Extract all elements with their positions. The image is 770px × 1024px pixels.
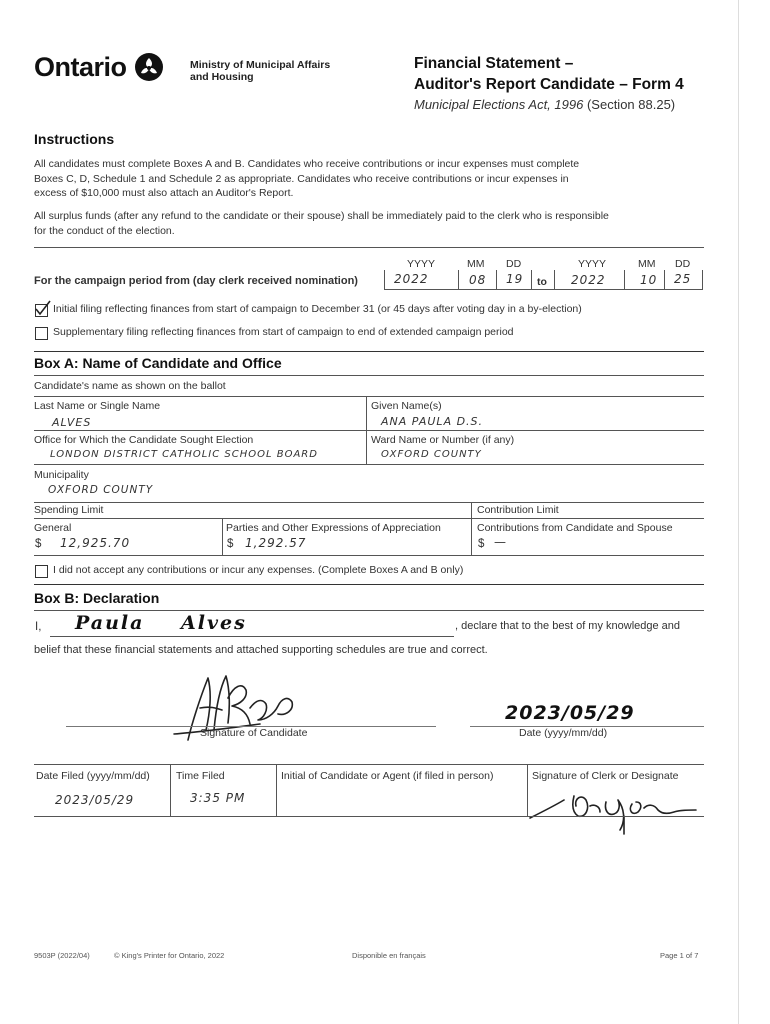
instructions-line: Boxes C, D, Schedule 1 and Schedule 2 as appropriate. Candidates who receive contributions or incur expenses in bbox=[34, 172, 569, 185]
field-border bbox=[384, 289, 702, 290]
divider bbox=[34, 764, 704, 765]
field-border bbox=[664, 270, 665, 290]
belief-text: belief that these financial statements and attached supporting schedules are true and correct. bbox=[34, 644, 488, 656]
box-b-title: Box B: Declaration bbox=[34, 590, 160, 606]
act-name: Municipal Elections Act, 1996 bbox=[414, 97, 584, 112]
clerk-signature-label: Signature of Clerk or Designate bbox=[532, 770, 679, 782]
col-yyyy-to: YYYY bbox=[578, 258, 607, 270]
act-section: (Section 88.25) bbox=[586, 97, 676, 112]
page-number: Page 1 of 7 bbox=[660, 951, 699, 960]
from-day-field[interactable]: 19 bbox=[506, 272, 524, 286]
initial-agent-label: Initial of Candidate or Agent (if filed in person) bbox=[281, 770, 494, 782]
from-year-field[interactable]: 2022 bbox=[394, 272, 429, 286]
declaration-date-value[interactable]: 2023/05/29 bbox=[505, 702, 635, 724]
logo-wordmark: Ontario bbox=[34, 52, 127, 82]
to-label: to bbox=[537, 276, 547, 288]
instructions-line: All surplus funds (after any refund to the candidate or their spouse) shall be immediately paid to the clerk who is responsible bbox=[34, 210, 609, 222]
municipality-value[interactable]: OXFORD COUNTY bbox=[48, 484, 154, 496]
initial-filing-checkbox[interactable] bbox=[35, 304, 48, 317]
instructions-line: for the conduct of the election. bbox=[34, 224, 175, 237]
instructions-paragraph-2 bbox=[34, 209, 609, 238]
field-border bbox=[276, 764, 277, 816]
instructions-line: All candidates must complete Boxes A and B. Candidates who receive contributions or incur expenses must complete bbox=[34, 158, 580, 170]
divider bbox=[34, 518, 704, 519]
instructions-line: excess of $10,000 must also attach an Auditor's Report. bbox=[34, 187, 294, 199]
field-border bbox=[624, 270, 625, 290]
ministry-line-1: Ministry of Municipal Affairs bbox=[190, 59, 331, 71]
declarant-line bbox=[50, 636, 454, 637]
divider bbox=[34, 610, 704, 611]
field-border bbox=[170, 764, 171, 816]
col-mm-from: MM bbox=[467, 258, 485, 270]
contributions-label: Contributions from Candidate and Spouse bbox=[477, 522, 673, 534]
contribution-limit-label: Contribution Limit bbox=[477, 504, 559, 516]
ministry-name bbox=[190, 59, 330, 83]
municipality-label: Municipality bbox=[34, 469, 89, 481]
scan-edge bbox=[738, 0, 739, 1024]
printer-notice: © King's Printer for Ontario, 2022 bbox=[114, 951, 225, 960]
general-limit-value[interactable]: 12,925.70 bbox=[60, 536, 131, 550]
field-border bbox=[471, 502, 472, 555]
field-border bbox=[554, 270, 555, 290]
form-title-line-1: Financial Statement – bbox=[414, 55, 574, 72]
currency-general: $ bbox=[35, 538, 42, 550]
currency-parties: $ bbox=[227, 538, 234, 550]
contributions-limit-value[interactable]: — bbox=[494, 535, 507, 549]
parties-limit-value[interactable]: 1,292.57 bbox=[245, 536, 307, 550]
divider bbox=[34, 396, 704, 397]
ministry-line-2: and Housing bbox=[190, 71, 254, 83]
last-name-value[interactable]: ALVES bbox=[52, 416, 92, 429]
divider bbox=[34, 375, 704, 376]
declaration-text: , declare that to the best of my knowledge and bbox=[455, 620, 681, 632]
ontario-logo bbox=[34, 52, 127, 83]
french-link[interactable]: Disponible en français bbox=[352, 951, 426, 960]
supplementary-filing-checkbox[interactable] bbox=[35, 327, 48, 340]
box-a-title: Box A: Name of Candidate and Office bbox=[34, 355, 282, 371]
ward-label: Ward Name or Number (if any) bbox=[371, 434, 515, 446]
divider bbox=[34, 247, 704, 248]
instructions-title: Instructions bbox=[34, 131, 115, 147]
divider bbox=[34, 555, 704, 556]
form-title bbox=[414, 53, 684, 95]
ballot-name-label: Candidate's name as shown on the ballot bbox=[34, 380, 226, 392]
divider bbox=[34, 464, 704, 465]
supplementary-filing-label: Supplementary filing reflecting finances from start of campaign to end of extended campaign period bbox=[53, 326, 514, 338]
office-value[interactable]: LONDON DISTRICT CATHOLIC SCHOOL BOARD bbox=[50, 449, 318, 460]
parties-label: Parties and Other Expressions of Appreciation bbox=[226, 522, 441, 534]
act-reference bbox=[414, 97, 675, 112]
field-border bbox=[384, 270, 385, 290]
col-dd-to: DD bbox=[675, 258, 691, 270]
divider bbox=[34, 816, 704, 817]
no-contributions-checkbox[interactable] bbox=[35, 565, 48, 578]
field-border bbox=[531, 270, 532, 290]
office-label: Office for Which the Candidate Sought Election bbox=[34, 434, 254, 446]
time-filed-label: Time Filed bbox=[176, 770, 225, 782]
form-title-line-2: Auditor's Report Candidate – Form 4 bbox=[414, 76, 684, 93]
field-border bbox=[496, 270, 497, 290]
given-names-value[interactable]: ANA PAULA D.S. bbox=[381, 415, 484, 428]
given-names-label: Given Name(s) bbox=[371, 400, 442, 412]
declaration-i-label: I, bbox=[35, 621, 42, 633]
trillium-icon bbox=[134, 52, 164, 82]
time-filed-value[interactable]: 3:35 PM bbox=[190, 791, 246, 805]
to-day-field[interactable]: 25 bbox=[674, 272, 692, 286]
field-border bbox=[702, 270, 703, 290]
general-label: General bbox=[34, 522, 72, 534]
date-filed-value[interactable]: 2023/05/29 bbox=[55, 793, 135, 807]
divider bbox=[34, 351, 704, 352]
last-name-label: Last Name or Single Name bbox=[34, 400, 161, 412]
checkmark-icon bbox=[34, 299, 52, 317]
form-code: 9503P (2022/04) bbox=[34, 951, 90, 960]
divider bbox=[34, 584, 704, 585]
signature-label: Signature of Candidate bbox=[200, 727, 308, 739]
to-year-field[interactable]: 2022 bbox=[571, 273, 606, 287]
ward-value[interactable]: OXFORD COUNTY bbox=[381, 449, 482, 460]
to-month-field[interactable]: 10 bbox=[640, 273, 658, 287]
clerk-signature[interactable] bbox=[528, 786, 708, 836]
divider bbox=[34, 430, 704, 431]
field-border bbox=[222, 518, 223, 555]
period-label: For the campaign period from (day clerk received nomination) bbox=[34, 275, 358, 287]
no-contributions-label: I did not accept any contributions or incur any expenses. (Complete Boxes A and B only) bbox=[53, 564, 464, 576]
currency-contributions: $ bbox=[478, 538, 485, 550]
col-yyyy-from: YYYY bbox=[407, 258, 436, 270]
initial-filing-label: Initial filing reflecting finances from start of campaign to December 31 (or 45 days after voting day in a by-election) bbox=[53, 303, 582, 315]
date-filed-label: Date Filed (yyyy/mm/dd) bbox=[36, 770, 150, 782]
declarant-name[interactable]: Paula Alves bbox=[75, 612, 247, 634]
instructions-paragraph-1 bbox=[34, 157, 579, 201]
date-label: Date (yyyy/mm/dd) bbox=[519, 727, 608, 739]
field-border bbox=[458, 270, 459, 290]
from-month-field[interactable]: 08 bbox=[469, 273, 487, 287]
col-mm-to: MM bbox=[638, 258, 656, 270]
col-dd-from: DD bbox=[506, 258, 522, 270]
divider bbox=[34, 502, 704, 503]
spending-limit-label: Spending Limit bbox=[34, 504, 104, 516]
